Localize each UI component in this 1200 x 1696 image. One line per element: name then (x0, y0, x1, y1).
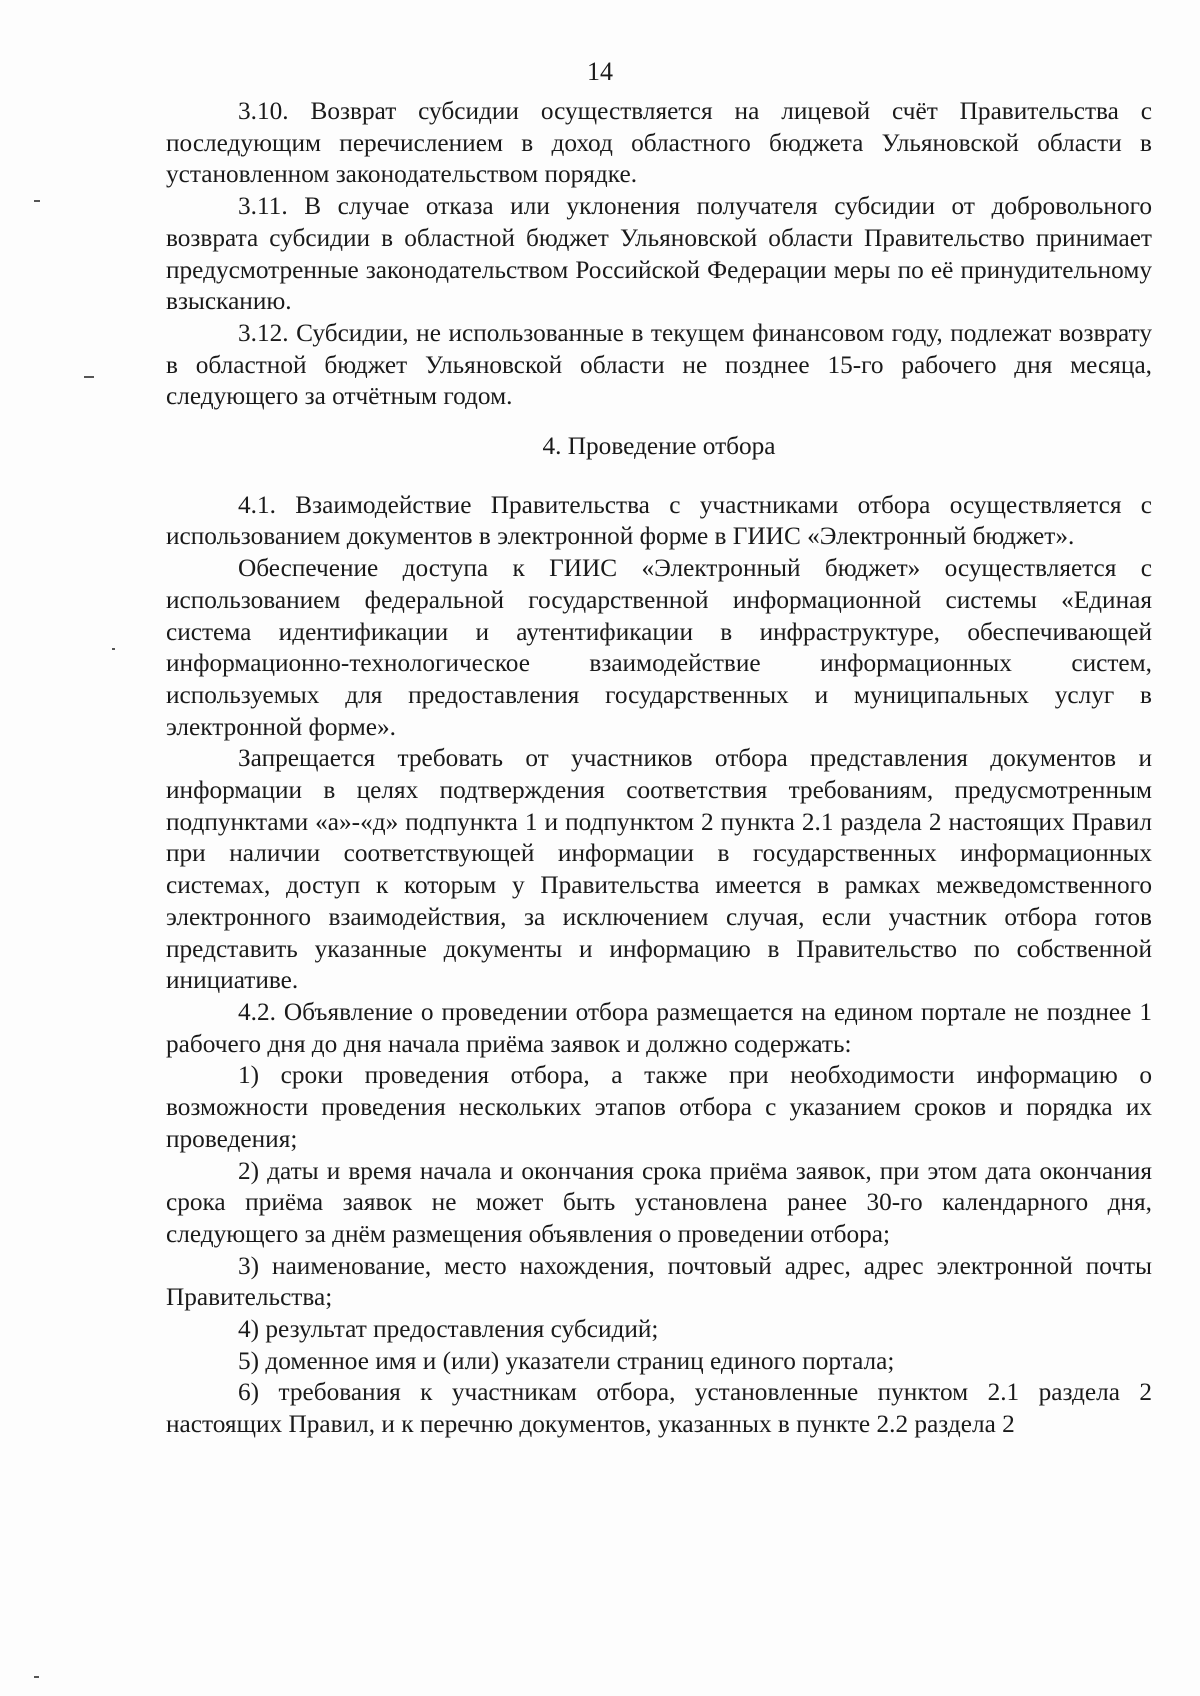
scan-mark (34, 1676, 39, 1678)
list-item-3: 3) наименование, место нахождения, почтовый адрес, адрес электронной почты Правительства; (166, 1251, 1152, 1312)
document-body (166, 96, 1152, 1441)
paragraph-3-11: 3.11. В случае отказа или уклонения получателя субсидии от добровольного возврата субсидии в областной бюджет Ульяновской области Правительство принимает предусмотренные законодательством Российской Федерации меры по её принудительному взысканию. (166, 192, 1152, 316)
section-heading: 4. Проведение отбора (542, 432, 776, 461)
paragraph-4-1: 4.1. Взаимодействие Правительства с участниками отбора осуществляется с использованием документов в электронной форме в ГИИС «Электронный бюджет». (166, 490, 1152, 551)
list-item-2: 2) даты и время начала и окончания срока приёма заявок, при этом дата окончания срока приёма заявок не может быть установлена ранее 30-го календарного дня, следующего за днём размещения объявления о проведении отбора; (166, 1156, 1152, 1248)
list-item-4: 4) результат предоставления субсидий; (238, 1315, 659, 1344)
paragraph-3-12: 3.12. Субсидии, не использованные в текущем финансовом году, подлежат возврату в областной бюджет Ульяновской области не позднее 15-го рабочего дня месяца, следующего за отчётным годом. (166, 318, 1152, 411)
scan-mark (34, 200, 40, 202)
list-item-6: 6) требования к участникам отбора, установленные пунктом 2.1 раздела 2 настоящих Правил, и к перечню документов, указанных в пункте 2.2 раздела 2 (166, 1378, 1152, 1439)
list-item-5: 5) доменное имя и (или) указатели страниц единого портала; (238, 1346, 895, 1375)
scan-mark (84, 376, 94, 378)
paragraph-4-2: 4.2. Объявление о проведении отбора размещается на едином портале не позднее 1 рабочего дня до дня начала приёма заявок и должно содержать: (166, 997, 1152, 1058)
paragraph-prohibition: Запрещается требовать от участников отбора представления документов и информации в целях подтверждения соответствия требованиям, предусмотренным подпунктами «а»-«д» подпункта 1 и подпунктом 2 пункта 2.1 раздела 2 настоящих Правил при наличии соответствующей информации в государственных информационных системах, доступ к которым у Правительства имеется в рамках межведомственного электронного взаимодействия, за исключением случая, если участник отбора готов представить указанные документы и информацию в Правительство по собственной инициативе. (166, 744, 1152, 995)
list-item-1: 1) сроки проведения отбора, а также при необходимости информацию о возможности проведения нескольких этапов отбора с указанием сроков и порядка их проведения; (166, 1061, 1152, 1153)
scan-mark (112, 648, 115, 650)
page-number: 14 (587, 57, 613, 86)
paragraph-access: Обеспечение доступа к ГИИС «Электронный бюджет» осуществляется с использованием федеральной государственной информационной системы «Единая система идентификации и аутентификации в инфраструктуре, обеспечивающей информационно-технологическое взаимодействие информационных систем, используемых для предоставления государственных и муниципальных услуг в электронной форме». (166, 554, 1152, 741)
paragraph-3-10: 3.10. Возврат субсидии осуществляется на лицевой счёт Правительства с последующим перечислением в доход областного бюджета Ульяновской области в установленном законодательством порядке. (166, 97, 1152, 189)
